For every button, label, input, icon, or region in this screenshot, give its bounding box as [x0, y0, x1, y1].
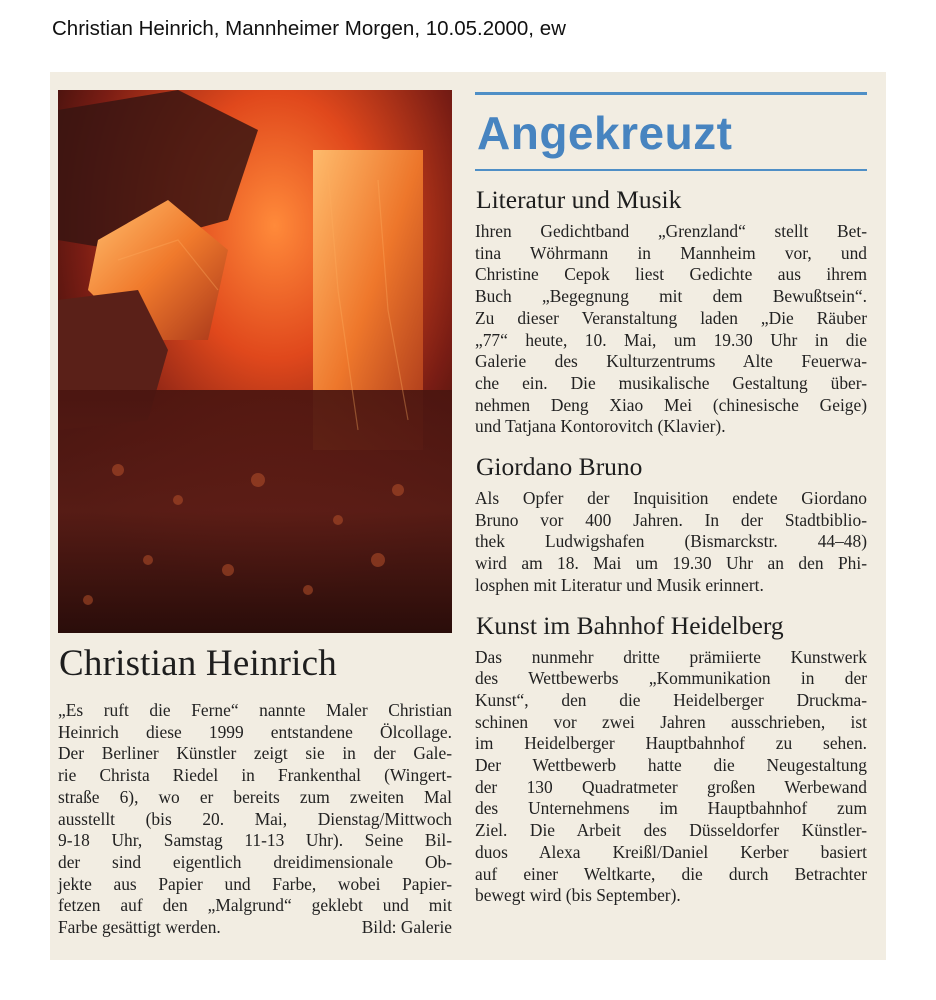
caption-line: fetzen auf den „Malgrund“ geklebt und mit [58, 895, 452, 916]
article-line: Galerie des Kulturzentrums Alte Feuerwa- [475, 351, 867, 372]
caption-line: 9-18 Uhr, Samstag 11-13 Uhr). Seine Bil- [58, 830, 452, 851]
source-line: Christian Heinrich, Mannheimer Morgen, 10.05.2000, ew [52, 17, 566, 40]
caption-title: Christian Heinrich [59, 643, 337, 684]
article-line: Der Wettbewerb hatte die Neugestaltung [475, 755, 867, 776]
article-line: des Wettbewerbs „Kommunikation in der [475, 668, 867, 689]
article-line: Buch „Begegnung mit dem Bewußtsein“. [475, 286, 867, 307]
article-line: Zu dieser Veranstaltung laden „Die Räuber [475, 307, 867, 328]
caption-line: ausstellt (bis 20. Mai, Dienstag/Mittwoch [58, 808, 452, 829]
article-line: „77“ heute, 10. Mai, um 19.30 Uhr in die [475, 329, 867, 350]
oil-collage-image [58, 90, 452, 633]
article-line: Christine Cepok liest Gedichte aus ihrem [475, 264, 867, 285]
caption-column [58, 642, 452, 939]
column-title: Angekreuzt [477, 107, 733, 159]
article-line: bewegt wird (bis September). [475, 885, 681, 906]
article-line: auf einer Weltkarte, die durch Betrachter [475, 863, 867, 884]
caption-line: Heinrich diese 1999 entstandene Ölcollage. [58, 721, 452, 742]
article-line: schinen vor zwei Jahren ausschrieben, ist [475, 711, 867, 732]
caption-line: jekte aus Papier und Farbe, wobei Papier- [58, 873, 452, 894]
title-rule [475, 169, 867, 171]
article-line: Das nunmehr dritte prämiierte Kunstwerk [475, 646, 867, 667]
article-text [475, 221, 867, 438]
article-kunst-bahnhof [475, 611, 867, 907]
article-line: Bruno vor 400 Jahren. In der Stadtbiblio- [475, 509, 867, 530]
photo-credit: Bild: Galerie [361, 917, 452, 938]
article-line: Kunst“, den die Heidelberger Druckma- [475, 689, 867, 710]
article-heading: Kunst im Bahnhof Heidelberg [476, 610, 784, 640]
article-text [475, 488, 867, 597]
article-line: Als Opfer der Inquisition endete Giordano [475, 488, 867, 509]
article-heading: Giordano Bruno [476, 452, 643, 482]
article-line: der 130 Quadratmeter großen Werbewand [475, 776, 867, 797]
article-heading: Literatur und Musik [476, 185, 682, 214]
caption-line: rie Christa Riedel in Frankenthal (Wingert- [58, 765, 452, 786]
angekreuzt-column [475, 92, 867, 917]
caption-line: der sind eigentlich dreidimensionale Ob- [58, 851, 452, 872]
caption-text [58, 700, 452, 939]
article-line: nehmen Deng Xiao Mei (chinesische Geige) [475, 394, 867, 415]
article-giordano [475, 452, 867, 597]
top-rule [475, 92, 867, 95]
article-line: des Unternehmens im Hauptbahnhof zum [475, 798, 867, 819]
caption-line: Der Berliner Künstler zeigt sie in der Gale- [58, 743, 452, 764]
article-line: wird am 18. Mai um 19.30 Uhr an den Phi- [475, 553, 867, 574]
painting-photo [58, 90, 452, 633]
caption-line: straße 6), wo er bereits zum zweiten Mal [58, 786, 452, 807]
caption-last-row [58, 917, 452, 939]
article-text [475, 647, 867, 907]
caption-line: „Es ruft die Ferne“ nannte Maler Christian [58, 700, 452, 720]
article-literatur [475, 185, 867, 438]
article-line: che ein. Die musikalische Gestaltung über- [475, 372, 867, 393]
caption-line: Farbe gesättigt werden. [58, 917, 221, 938]
article-line: losphen mit Literatur und Musik erinnert. [475, 574, 764, 595]
article-line: und Tatjana Kontorovitch (Klavier). [475, 416, 726, 437]
newspaper-clipping [50, 72, 886, 960]
article-line: duos Alexa Kreißl/Daniel Kerber basiert [475, 841, 867, 862]
article-line: Ziel. Die Arbeit des Düsseldorfer Künstler- [475, 820, 867, 841]
article-line: thek Ludwigshafen (Bismarckstr. 44–48) [475, 531, 867, 552]
article-line: im Heidelberger Hauptbahnhof zu sehen. [475, 733, 867, 754]
article-line: Ihren Gedichtband „Grenzland“ stellt Bet- [475, 221, 867, 241]
article-line: tina Wöhrmann in Mannheim vor, und [475, 242, 867, 263]
